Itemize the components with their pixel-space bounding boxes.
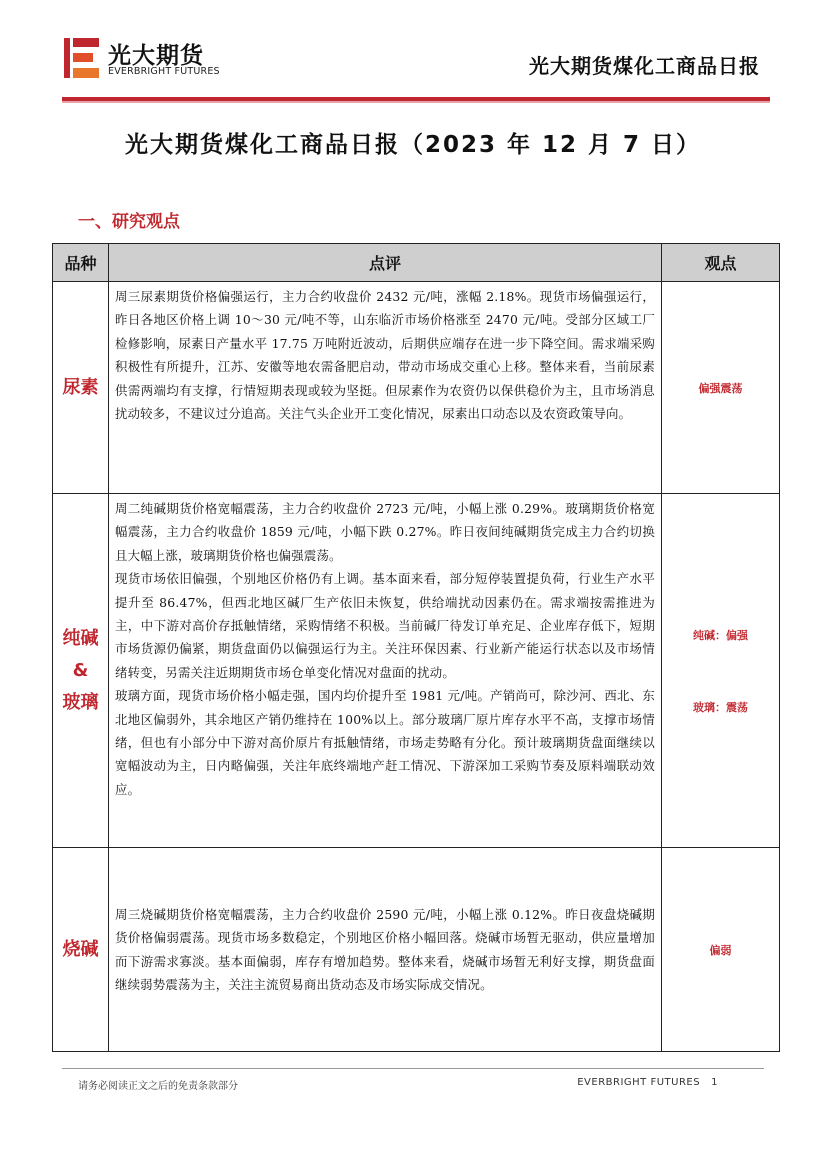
view-label: 偏强震荡 <box>698 381 743 395</box>
header-variety: 品种 <box>53 244 109 282</box>
header-comment: 点评 <box>109 244 662 282</box>
view-cell <box>662 282 780 494</box>
variety-label: 纯碱 <box>62 627 99 649</box>
brand-logo-icon <box>64 36 102 80</box>
table-header-row <box>53 244 780 282</box>
brand-name-cn: 光大期货 <box>108 43 204 69</box>
variety-cell <box>53 494 109 848</box>
footer-brand: EVERBRIGHT FUTURES <box>577 1077 701 1088</box>
footer-brand-page <box>577 1077 718 1088</box>
table-row-urea <box>53 282 780 494</box>
comment-paragraph: 现货市场依旧偏强，个别地区价格仍有上调。基本面来看，部分短停装置提负荷，行业生产水平提升至 86.47%，但西北地区碱厂生产依旧未恢复，供给端扰动因素仍在。需求端按需推进为主，中下游对高价存抵触情绪，采购情绪不积极。当前碱厂待发订单充足、企业库存低下，短期市场货源仍偏紧，期货盘面仍以偏强运行为主。关注环保因素、行业新产能运行状态以及市场情绪转变，另需关注近期期货市场仓单变化情况对盘面的扰动。 <box>115 571 655 680</box>
variety-label: 玻璃 <box>62 691 99 713</box>
view-cell <box>662 494 780 848</box>
header-divider-shadow <box>62 101 770 103</box>
comment-paragraph: 周三烧碱期货价格宽幅震荡，主力合约收盘价 2590 元/吨，小幅上涨 0.12%。昨日夜盘烧碱期货价格偏弱震荡。现货市场多数稳定，个别地区价格小幅回落。烧碱市场暂无驱动，供应量增加而下游需求寡淡。基本面偏弱，库存有增加趋势。整体来看，烧碱市场暂无利好支撑，期货盘面继续弱势震荡为主，关注主流贸易商出货动态及市场实际成交情况。 <box>115 906 655 992</box>
table-row-caustic-soda <box>53 848 780 1052</box>
comment-paragraph: 玻璃方面，现货市场价格小幅走强，国内均价提升至 1981 元/吨。产销尚可，除沙河、西北、东北地区偏弱外，其余地区产销仍维持在 100%以上。部分玻璃厂原片库存水平不高，支撑市场情绪，但也有小部分中下游对高价原片有抵触情绪，市场走势略有分化。预计玻璃期货盘面继续以宽幅波动为主，日内略偏强，关注年底终端地产赶工情况、下游深加工采购节奏及原料端联动效应。 <box>115 688 655 797</box>
footer-divider <box>62 1068 764 1069</box>
footer-disclaimer: 请务必阅读正文之后的免责条款部分 <box>78 1081 238 1092</box>
variety-label: 烧碱 <box>62 938 99 960</box>
brand-logo <box>64 36 244 82</box>
table-row-soda-glass <box>53 494 780 848</box>
variety-label: 尿素 <box>62 376 99 398</box>
comment-cell <box>109 282 662 494</box>
view-label-glass: 玻璃：震荡 <box>693 700 748 714</box>
section-title: 一、研究观点 <box>78 212 180 232</box>
comment-cell <box>109 848 662 1052</box>
document-title: 光大期货煤化工商品日报（2023 年 12 月 7 日） <box>124 132 702 158</box>
variety-cell <box>53 282 109 494</box>
header-view: 观点 <box>662 244 780 282</box>
view-cell <box>662 848 780 1052</box>
view-label: 偏弱 <box>709 943 732 957</box>
variety-cell <box>53 848 109 1052</box>
variety-separator: & <box>72 659 89 681</box>
research-views-table <box>52 243 780 1052</box>
header-title: 光大期货煤化工商品日报 <box>529 54 760 78</box>
comment-paragraph: 周三尿素期货价格偏强运行，主力合约收盘价 2432 元/吨，涨幅 2.18%。现货市场偏强运行，昨日各地区价格上调 10～30 元/吨不等，山东临沂市场价格涨至 2470 元/吨。受部分区域工厂检修影响，尿素日产量水平 17.75 万吨附近波动，后期供应端存在进一步下降空间。需求端采购积极性有所提升，江苏、安徽等地农需备肥启动，带动市场成交重心上移。整体来看，当前尿素供需两端均有支撑，行情短期表现或较为坚挺。但尿素作为农资仍以保供稳价为主，且市场消息扰动较多，不建议过分追高。关注气头企业开工变化情况，尿素出口动态以及农资政策导向。 <box>115 289 655 422</box>
page-number: 1 <box>711 1077 718 1088</box>
brand-name-en: EVERBRIGHT FUTURES <box>108 66 220 77</box>
view-label-soda: 纯碱：偏强 <box>693 628 748 642</box>
comment-paragraph: 周二纯碱期货价格宽幅震荡，主力合约收盘价 2723 元/吨，小幅上涨 0.29%。玻璃期货价格宽幅震荡，主力合约收盘价 1859 元/吨，小幅下跌 0.27%。昨日夜间纯碱期货完成主力合约切换且大幅上涨，玻璃期货价格也偏强震荡。 <box>115 501 655 563</box>
comment-cell <box>109 494 662 848</box>
